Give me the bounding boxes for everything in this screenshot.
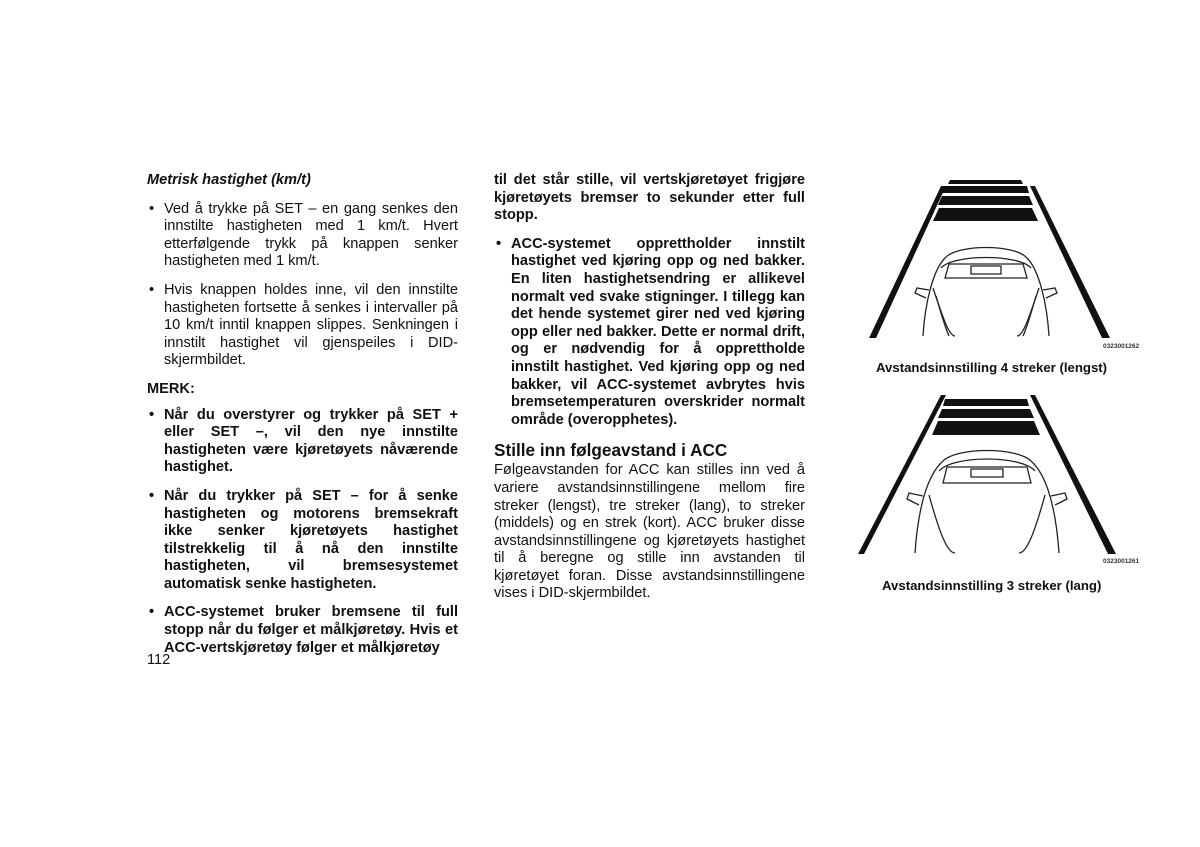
distance-4-bars-figure	[853, 178, 1153, 350]
distance-bar	[933, 208, 1038, 221]
road-lines-icon	[858, 395, 1116, 554]
car-rear-icon	[907, 451, 1067, 554]
continued-text: til det står stille, vil vertskjøretøyet frigjøre kjøretøyets bremser to sekunder etter full stopp.	[494, 172, 805, 224]
note-bullet: • ACC-systemet bruker bremsene til full stopp når du følger et målkjøretøy. Hvis et ACC-vertskjøretøy følger et målkjøretøy	[147, 604, 458, 657]
bullet-item: • Hvis knappen holdes inne, vil den innstilte hastigheten fortsette å senkes i intervaller på 10 km/t inntil knappen slippes. Senkningen i innstilt hastighet vil gjenspeiles i DID-skjermbildet.	[147, 282, 458, 370]
distance-bar	[942, 186, 1029, 193]
right-column	[494, 172, 805, 603]
subheading: Metrisk hastighet (km/t)	[147, 172, 311, 188]
page-number: 112	[147, 652, 171, 668]
section-heading: Stille inn følgeavstand i ACC	[494, 440, 728, 461]
figure-code: 0323001261	[1103, 558, 1140, 565]
distance-3-bars-figure	[853, 391, 1153, 568]
figure-caption: Avstandsinnstilling 3 streker (lang)	[882, 578, 1102, 593]
car-rear-icon	[915, 248, 1057, 337]
distance-bar	[938, 409, 1034, 418]
bullet-item: • Ved å trykke på SET – en gang senkes den innstilte hastigheten med 1 km/t. Hvert etterfølgende trykk på knappen senker hastigheten med 1 km/t.	[147, 201, 458, 271]
distance-bar	[932, 421, 1040, 435]
note-label: MERK:	[147, 380, 195, 397]
distance-bars-icon	[933, 180, 1038, 221]
section-paragraph: Følgeavstanden for ACC kan stilles inn ved å variere avstandsinnstillingene mellom fire streker (lengst), tre streker (lang), to streker (middels) og en strek (kort). ACC bruker disse avstandsinnstillingene og kjøretøyets hastighet til å beregne og stille inn avstanden til kjøretøyet foran. Disse avstandsinnstillingene vises i DID-skjermbildet.	[494, 462, 805, 602]
note-bullet: • ACC-systemet opprettholder innstilt hastighet ved kjøring opp og ned bakker. En liten hastighetsendring er allikevel normalt ved svake stigninger. I tillegg kan det hende systemet girer ned ved kjøring opp eller ned bakker. Dette er normal drift, og er nødvendig for å opprettholde innstilt hastighet. Ved kjøring opp og ned bakker, vil ACC-systemet avbrytes hvis bremsetemperaturen overskrider normalt område (overopphetes).	[494, 236, 805, 430]
distance-bars-icon	[932, 399, 1040, 435]
figure-code: 0323001262	[1103, 343, 1140, 350]
left-column	[147, 172, 458, 668]
distance-bar	[938, 196, 1033, 205]
note-bullet: • Når du overstyrer og trykker på SET + eller SET –, vil den nye innstilte hastigheten være kjøretøyets nåværende hastighet.	[147, 407, 458, 477]
figure-caption: Avstandsinnstilling 4 streker (lengst)	[876, 360, 1108, 375]
distance-bar	[943, 399, 1029, 406]
note-bullet: • Når du trykker på SET – for å senke hastigheten og motorens bremsekraft ikke senker kjøretøyets hastighet tilstrekkelig til å nå den innstilte hastigheten, vil bremsesystemet automatisk senke hastigheten.	[147, 488, 458, 594]
distance-bar	[948, 180, 1023, 184]
